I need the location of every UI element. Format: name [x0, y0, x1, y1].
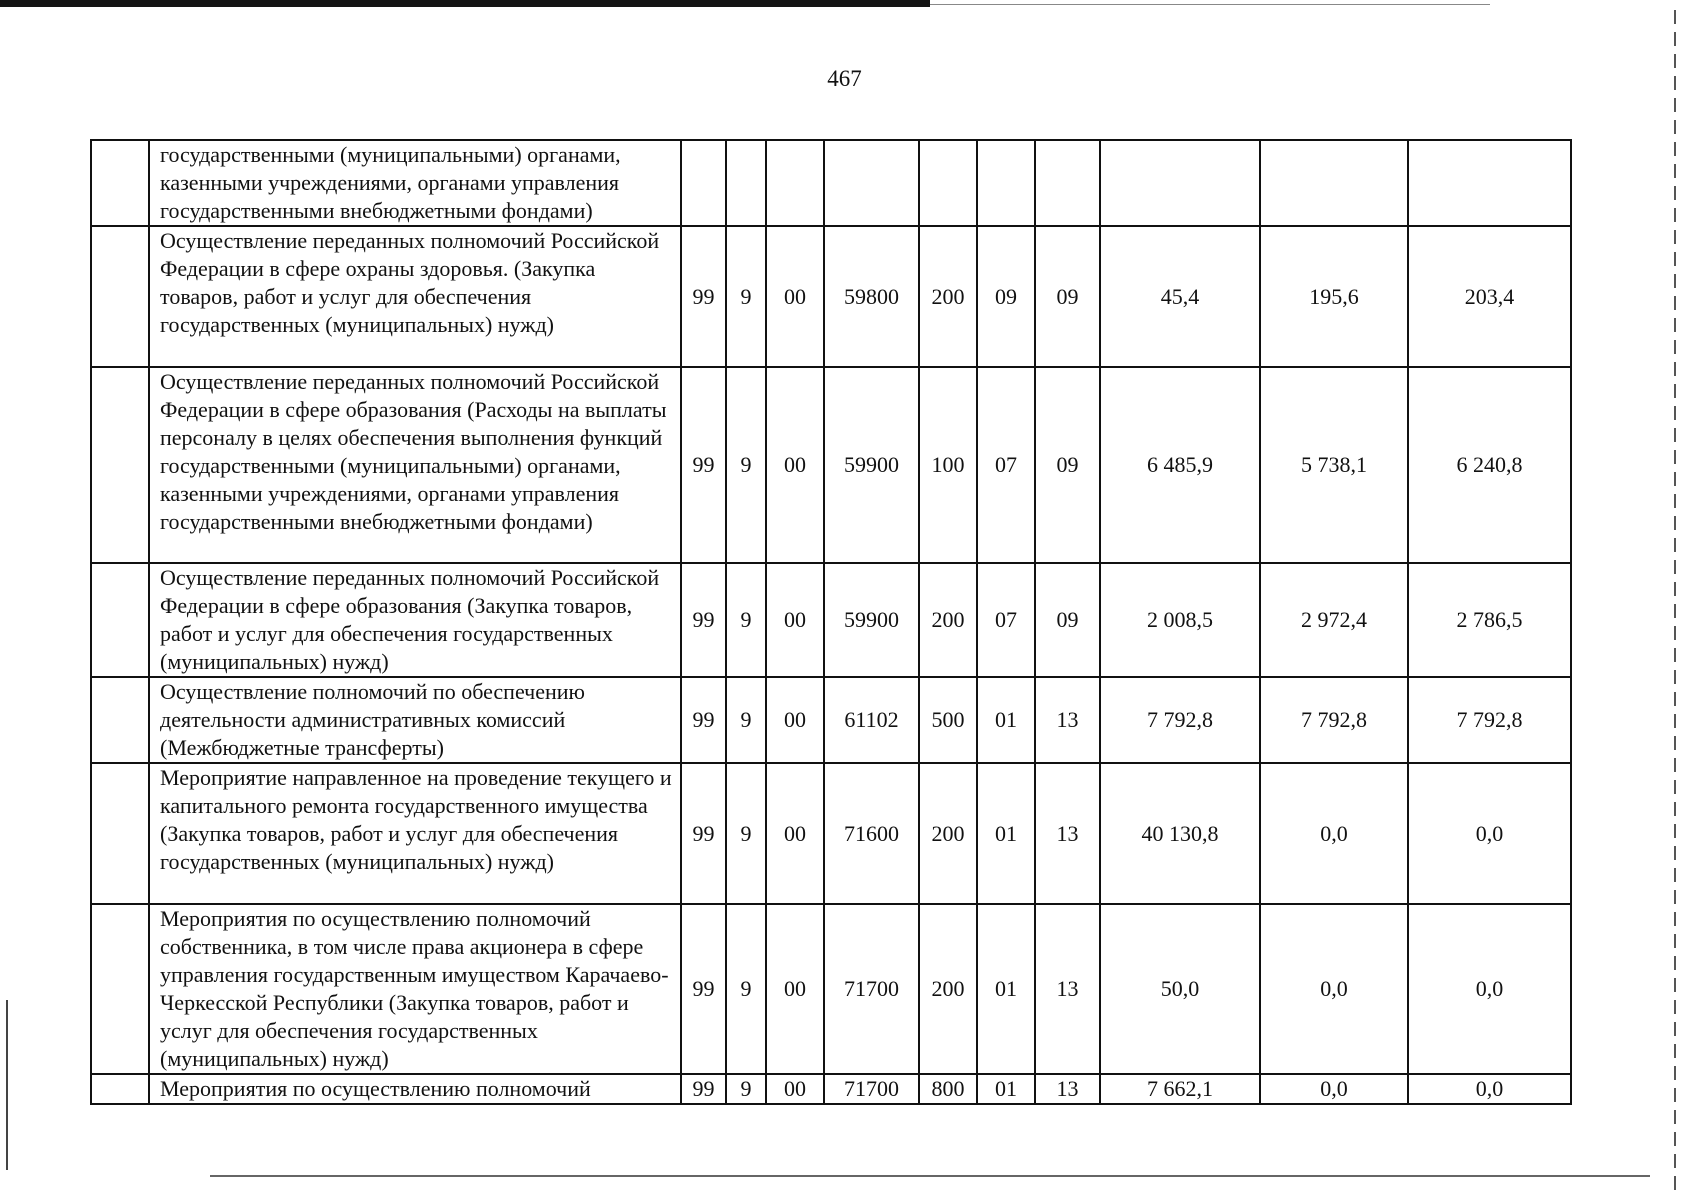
row-description: Мероприятие направленное на проведение текущего и капитального ремонта государственного имущества (Закупка товаров, работ и услуг для обеспечения государственных (муниципальных) нужд): [149, 763, 681, 904]
code-subprogram-cell: [726, 140, 766, 226]
amount-year1-cell: 7 792,8: [1100, 677, 1260, 763]
code-program-cell: 99: [681, 226, 726, 367]
code-expense-type-cell: 200: [919, 226, 977, 367]
code-direction-cell: 71700: [824, 904, 919, 1074]
code-direction-cell: 59900: [824, 367, 919, 563]
code-subsection-cell: 13: [1035, 677, 1100, 763]
amount-year2-cell: 0,0: [1260, 763, 1408, 904]
code-expense-type-cell: [919, 140, 977, 226]
code-event-cell: 00: [766, 226, 824, 367]
amount-year3-cell: 203,4: [1408, 226, 1571, 367]
code-program-cell: 99: [681, 677, 726, 763]
scan-right-edge: [1674, 10, 1676, 1190]
row-index-cell: [91, 140, 149, 226]
amount-year1-cell: 50,0: [1100, 904, 1260, 1074]
amount-year1-cell: 2 008,5: [1100, 563, 1260, 677]
budget-table: [90, 139, 1572, 1105]
table-row: [91, 563, 1571, 677]
code-direction-cell: [824, 140, 919, 226]
code-expense-type-cell: 200: [919, 904, 977, 1074]
table-row: [91, 367, 1571, 563]
code-direction-cell: 61102: [824, 677, 919, 763]
code-subprogram-cell: 9: [726, 904, 766, 1074]
amount-year2-cell: 0,0: [1260, 1074, 1408, 1104]
code-direction-cell: 71600: [824, 763, 919, 904]
code-subprogram-cell: 9: [726, 563, 766, 677]
row-index-cell: [91, 904, 149, 1074]
amount-year2-cell: 195,6: [1260, 226, 1408, 367]
code-subsection-cell: 13: [1035, 904, 1100, 1074]
code-program-cell: 99: [681, 904, 726, 1074]
code-section-cell: [977, 140, 1035, 226]
table-row: [91, 763, 1571, 904]
code-section-cell: 09: [977, 226, 1035, 367]
code-subsection-cell: 09: [1035, 563, 1100, 677]
code-program-cell: [681, 140, 726, 226]
code-section-cell: 07: [977, 367, 1035, 563]
amount-year3-cell: [1408, 140, 1571, 226]
code-expense-type-cell: 800: [919, 1074, 977, 1104]
amount-year3-cell: 0,0: [1408, 904, 1571, 1074]
amount-year2-cell: 7 792,8: [1260, 677, 1408, 763]
code-subsection-cell: 09: [1035, 367, 1100, 563]
table-row: [91, 1074, 1571, 1104]
amount-year1-cell: 40 130,8: [1100, 763, 1260, 904]
code-program-cell: 99: [681, 763, 726, 904]
scan-bottom-line: [210, 1175, 1650, 1177]
row-description: Осуществление переданных полномочий Российской Федерации в сфере образования (Закупка товаров, работ и услуг для обеспечения государственных (муниципальных) нужд): [149, 563, 681, 677]
code-subsection-cell: 13: [1035, 1074, 1100, 1104]
code-event-cell: 00: [766, 904, 824, 1074]
code-direction-cell: 59800: [824, 226, 919, 367]
row-index-cell: [91, 1074, 149, 1104]
code-subprogram-cell: 9: [726, 367, 766, 563]
code-subsection-cell: [1035, 140, 1100, 226]
row-description: государственными (муниципальными) органами, казенными учреждениями, органами управления государственными внебюджетными фондами): [149, 140, 681, 226]
amount-year2-cell: 2 972,4: [1260, 563, 1408, 677]
amount-year3-cell: 2 786,5: [1408, 563, 1571, 677]
row-description: Мероприятия по осуществлению полномочий: [149, 1074, 681, 1104]
code-direction-cell: 59900: [824, 563, 919, 677]
code-subsection-cell: 09: [1035, 226, 1100, 367]
code-event-cell: 00: [766, 677, 824, 763]
code-subprogram-cell: 9: [726, 677, 766, 763]
table-row: [91, 140, 1571, 226]
table-row: [91, 677, 1571, 763]
row-description: Мероприятия по осуществлению полномочий собственника, в том числе права акционера в сфере управления государственным имуществом Карачаево-Черкесской Республики (Закупка товаров, работ и услуг для обеспечения государственных (муниципальных) нужд): [149, 904, 681, 1074]
code-subprogram-cell: 9: [726, 226, 766, 367]
amount-year1-cell: 6 485,9: [1100, 367, 1260, 563]
amount-year3-cell: 7 792,8: [1408, 677, 1571, 763]
amount-year3-cell: 0,0: [1408, 1074, 1571, 1104]
row-description: Осуществление переданных полномочий Российской Федерации в сфере охраны здоровья. (Закупка товаров, работ и услуг для обеспечения государственных (муниципальных) нужд): [149, 226, 681, 367]
code-event-cell: [766, 140, 824, 226]
scan-left-mark: [6, 1000, 8, 1170]
amount-year2-cell: 5 738,1: [1260, 367, 1408, 563]
code-expense-type-cell: 100: [919, 367, 977, 563]
code-section-cell: 01: [977, 677, 1035, 763]
code-event-cell: 00: [766, 763, 824, 904]
row-index-cell: [91, 226, 149, 367]
row-index-cell: [91, 677, 149, 763]
code-program-cell: 99: [681, 1074, 726, 1104]
code-subprogram-cell: 9: [726, 1074, 766, 1104]
amount-year2-cell: 0,0: [1260, 904, 1408, 1074]
row-index-cell: [91, 763, 149, 904]
code-program-cell: 99: [681, 563, 726, 677]
code-event-cell: 00: [766, 367, 824, 563]
code-section-cell: 01: [977, 904, 1035, 1074]
row-index-cell: [91, 367, 149, 563]
code-section-cell: 01: [977, 1074, 1035, 1104]
amount-year3-cell: 6 240,8: [1408, 367, 1571, 563]
amount-year2-cell: [1260, 140, 1408, 226]
amount-year3-cell: 0,0: [1408, 763, 1571, 904]
code-program-cell: 99: [681, 367, 726, 563]
code-subprogram-cell: 9: [726, 763, 766, 904]
code-section-cell: 07: [977, 563, 1035, 677]
amount-year1-cell: 45,4: [1100, 226, 1260, 367]
row-description: Осуществление полномочий по обеспечению деятельности административных комиссий (Межбюджетные трансферты): [149, 677, 681, 763]
code-section-cell: 01: [977, 763, 1035, 904]
code-event-cell: 00: [766, 1074, 824, 1104]
code-direction-cell: 71700: [824, 1074, 919, 1104]
table-row: [91, 904, 1571, 1074]
table-row: [91, 226, 1571, 367]
code-expense-type-cell: 200: [919, 763, 977, 904]
code-expense-type-cell: 200: [919, 563, 977, 677]
code-subsection-cell: 13: [1035, 763, 1100, 904]
scan-top-border: [0, 0, 930, 7]
code-expense-type-cell: 500: [919, 677, 977, 763]
amount-year1-cell: 7 662,1: [1100, 1074, 1260, 1104]
row-description: Осуществление переданных полномочий Российской Федерации в сфере образования (Расходы на выплаты персоналу в целях обеспечения выполнения функций государственными (муниципальными) органами, казенными учреждениями, органами управления государственными внебюджетными фондами): [149, 367, 681, 563]
amount-year1-cell: [1100, 140, 1260, 226]
row-index-cell: [91, 563, 149, 677]
scan-top-thin-line: [930, 4, 1490, 5]
code-event-cell: 00: [766, 563, 824, 677]
page-number: 467: [827, 66, 862, 91]
